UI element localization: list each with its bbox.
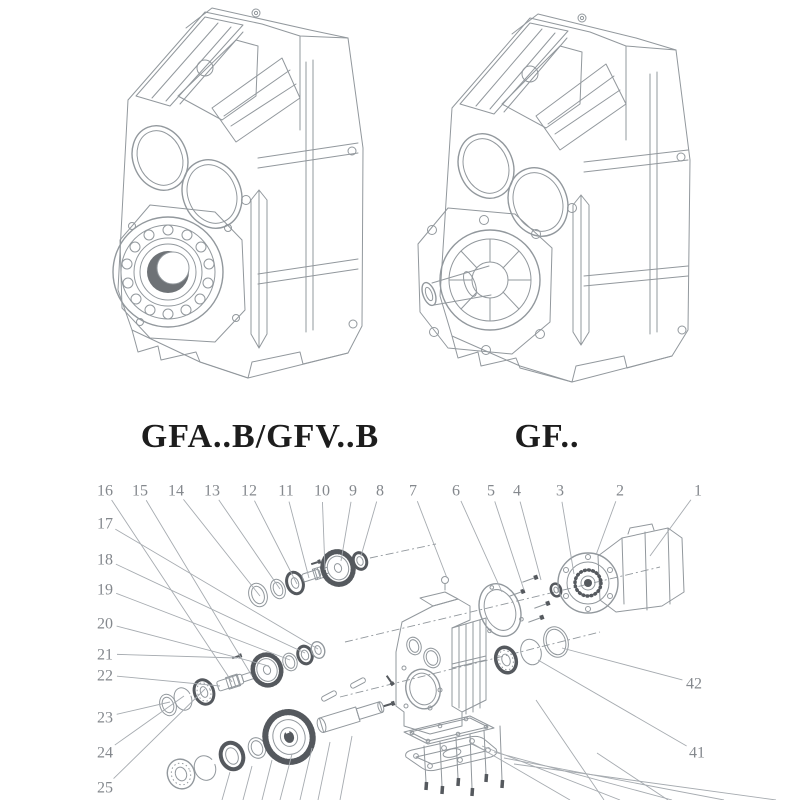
- snap-ring: [171, 685, 195, 712]
- hanging-bolts: [424, 726, 504, 796]
- motor: [558, 524, 684, 613]
- callout-number-17: 17: [97, 515, 113, 533]
- callout-number-7: 7: [409, 482, 417, 500]
- callout-leader-11: [289, 502, 309, 578]
- callout-layer: [97, 483, 705, 797]
- callout-leader-18: [116, 564, 305, 653]
- shaft-flange: [418, 208, 552, 355]
- output-assembly: [163, 675, 397, 793]
- callout-number-11: 11: [278, 482, 294, 500]
- callout-number-8: 8: [376, 482, 384, 500]
- cap: [157, 692, 180, 718]
- eye-bolt: [442, 577, 449, 591]
- callout-leader-42: [562, 648, 682, 680]
- callout-leader-13: [219, 500, 280, 589]
- callout-leader-5: [495, 501, 524, 590]
- callout-number-2: 2: [616, 482, 624, 500]
- callout-leader-8: [361, 502, 377, 556]
- output-shaft-solid: [419, 266, 491, 307]
- callout-number-5: 5: [487, 482, 495, 500]
- callout-number-23: 23: [97, 709, 113, 727]
- motor-assembly: [472, 524, 684, 642]
- callout-leader-4: [520, 502, 541, 580]
- flange-spokes: [449, 239, 531, 321]
- callout-leader-21: [117, 654, 237, 658]
- callout-leader-12: [254, 501, 297, 584]
- o-ring: [540, 624, 572, 661]
- callout-number-22: 22: [97, 667, 113, 685]
- callout-leader-19: [116, 593, 290, 660]
- callout-number-12: 12: [241, 482, 257, 500]
- caption-left-model: GFA..B/GFV..B: [140, 418, 380, 455]
- callout-leader-23: [117, 702, 170, 714]
- ball-bearing: [163, 755, 199, 792]
- input-assembly: [245, 547, 369, 609]
- right-gearbox-drawing: [418, 14, 690, 382]
- output-flange: [113, 205, 245, 342]
- callout-number-19: 19: [97, 581, 113, 599]
- output-bearing-set: [492, 624, 572, 676]
- key: [350, 677, 366, 689]
- key: [321, 690, 337, 702]
- callout-leader-2: [596, 501, 616, 555]
- input-bore-2: [172, 151, 252, 238]
- input-bore-1: [123, 117, 198, 198]
- bearing-dark: [492, 645, 519, 676]
- callout-leader-1: [650, 500, 691, 556]
- cap: [245, 581, 270, 610]
- callout-leader-3: [562, 502, 574, 574]
- callout-number-25: 25: [97, 779, 113, 797]
- callout-number-18: 18: [97, 551, 113, 569]
- callout-leader-7: [417, 501, 447, 578]
- callout-number-1: 1: [694, 482, 702, 500]
- callout-number-15: 15: [132, 482, 148, 500]
- callout-number-4: 4: [513, 482, 521, 500]
- output-shaft: [316, 696, 397, 734]
- large-gear: [259, 706, 319, 768]
- callout-leader-24: [115, 696, 184, 745]
- callout-number-42: 42: [686, 675, 702, 693]
- screw: [311, 559, 322, 566]
- left-gearbox-drawing: [113, 8, 363, 378]
- exploded-view: [97, 483, 776, 800]
- gear-housing: [396, 577, 486, 735]
- callout-leader-20: [117, 626, 269, 666]
- callout-number-20: 20: [97, 615, 113, 633]
- pinion-shaft: [216, 669, 255, 692]
- caption-right-model: GF..: [514, 418, 580, 455]
- callout-number-21: 21: [97, 646, 113, 664]
- bearing: [191, 677, 217, 707]
- snap-ring: [191, 753, 219, 784]
- oil-seal: [217, 740, 247, 773]
- callout-leader-41: [538, 660, 687, 746]
- callout-number-3: 3: [556, 482, 564, 500]
- callout-number-16: 16: [97, 482, 113, 500]
- callout-number-9: 9: [349, 482, 357, 500]
- callout-number-13: 13: [204, 482, 220, 500]
- callout-leader-15: [146, 500, 252, 676]
- callout-number-10: 10: [314, 482, 330, 500]
- callout-number-24: 24: [97, 744, 113, 762]
- callout-number-6: 6: [452, 482, 460, 500]
- callout-number-41: 41: [689, 744, 705, 762]
- callout-number-14: 14: [168, 482, 184, 500]
- flange-bolts: [509, 575, 551, 625]
- callout-leader-6: [461, 501, 502, 592]
- seal-ring: [268, 577, 288, 601]
